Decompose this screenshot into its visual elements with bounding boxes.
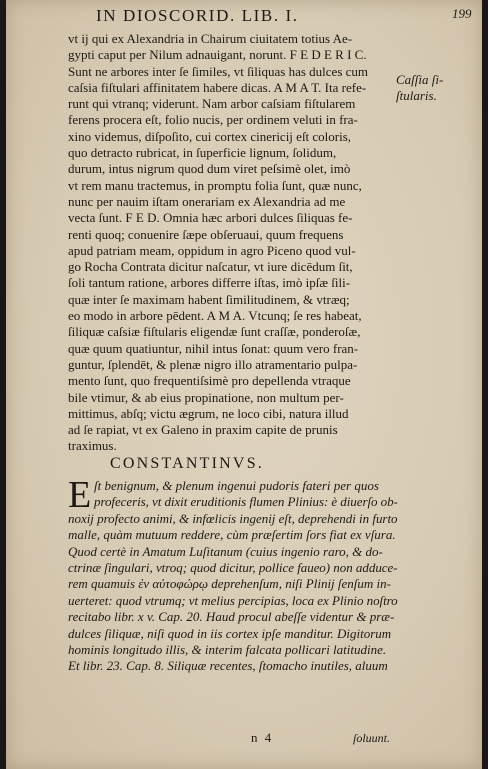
text-line: rem quamuis ἐν αὐτοφώρῳ deprehenſum, niſi Plinij ſenſum in- bbox=[68, 576, 391, 592]
text-line: ſiliquæ caſsiæ fiſtularis eligendæ ſunt craſſæ, ponderoſæ, bbox=[68, 324, 361, 340]
text-line: vt ij qui ex Alexandria in Chairum ciuitatem totius Ae- bbox=[68, 31, 353, 46]
text-line: caſsia fiſtulari affinitatem habere dicas. A M A T. Ita refe- bbox=[68, 79, 367, 95]
text-line: ſt benignum, & plenum ingenui pudoris fateri per quos bbox=[94, 478, 379, 493]
text-line: renti quoq; conuenire ſæpe obſeruaui, quum frequens bbox=[68, 226, 344, 242]
text-line: Et libr. 23. Cap. 8. Siliquæ recentes, ſtomacho inutiles, aluum bbox=[68, 658, 388, 674]
text-line: Sunt ne arbores inter ſe ſimiles, vt ſiliquas has dulces cum bbox=[68, 63, 369, 79]
folio-number: 199 bbox=[452, 6, 472, 21]
marginal-note bbox=[396, 72, 466, 104]
section-heading: CONSTANTINVS. bbox=[110, 455, 264, 472]
text-line: ad ſe rapiat, vt ex Galeno in praxim capite de prunis bbox=[68, 422, 338, 438]
dialogue-body-text bbox=[68, 31, 398, 455]
text-line: mento ſunt, quo frequentiſsimè pro depellenda vtraque bbox=[68, 373, 351, 389]
text-line: mittimus, abſq; victu ægrum, ne loco cibi, natura illud bbox=[68, 405, 349, 421]
running-title: IN DIOSCORID. LIB. I. bbox=[96, 6, 299, 25]
marginal-note-line: ſtularis. bbox=[396, 88, 437, 103]
text-line: ſoli tantum ratione, arbores differre iſtas, imò ipſæ ſili- bbox=[68, 275, 351, 291]
text-line: durum, intus nigrum quod dum viret peſsimè olet, imò bbox=[68, 161, 351, 177]
text-line: hominis longitudo illis, & interim falcata pollicari latitudine. bbox=[68, 642, 387, 658]
text-line: vt rem manu tractemus, in promptu folia ſunt, quæ nunc, bbox=[68, 177, 362, 193]
text-line: traximus. bbox=[68, 438, 117, 454]
text-line: profeceris, vt dixit eruditionis flumen Plinius: è diuerſo ob- bbox=[94, 494, 398, 510]
text-line: bile vtimur, & ab eius propinatione, non multum per- bbox=[68, 389, 344, 405]
marginal-note-line: Caſſia ſi- bbox=[396, 72, 444, 87]
text-line: gypti caput per Nilum adnauigant, norunt. F E D E R I C. bbox=[68, 47, 367, 63]
text-line: quæ quum quatiuntur, nihil intus ſonat: quum vero fran- bbox=[68, 340, 359, 356]
commentary-italic-text bbox=[68, 474, 398, 675]
catchword: ſoluunt. bbox=[353, 731, 391, 745]
text-line: malle, quàm mutuum reddere, cùm præſertim ſors fiat ex vſura. bbox=[68, 527, 396, 543]
text-line: nunc per nauim iſtam onerariam ex Alexandria ad me bbox=[68, 193, 346, 209]
drop-cap: E bbox=[68, 474, 92, 516]
text-line: ctrinæ ſingulari, vtroq; quod dicitur, pollice fauео) non adduce- bbox=[68, 560, 398, 576]
text-line: apud patriam meam, oppidum in agro Piceno quod vul- bbox=[68, 242, 356, 258]
text-line: recitabo libr. x v. Cap. 20. Haud procul abeſſe videntur & præ- bbox=[68, 609, 395, 625]
text-line: Quod certè in Amatum Luſitanum (cuius ingenio raro, & do- bbox=[68, 543, 383, 559]
text-line: uerteret: quod vtrumq; vt melius percipias, loca ex Plinio noſtro bbox=[68, 592, 398, 608]
text-line: vecta ſunt. F E D. Omnia hæc arbori dulces ſiliquas fe- bbox=[68, 210, 353, 226]
text-line: quo detracto rubricat, in ſuperficie lignum, ſolidum, bbox=[68, 145, 337, 161]
text-line: noxij profecto animi, & infœlicis ingenij eſt, deprehendi in furto bbox=[68, 510, 398, 526]
book-page bbox=[6, 0, 482, 769]
text-line: dulces ſiliquæ, niſi quod in iis cortex ipſe manditur. Digitorum bbox=[68, 625, 392, 641]
text-line: guntur, ſplendēt, & plenæ nigro illo atramentario pulpa- bbox=[68, 356, 358, 372]
text-line: ferens procera eſt, folio nucis, per ordinem veluti in fra- bbox=[68, 112, 358, 128]
text-line: xino videmus, diſpoſito, cui cortex cinericij eſt coloris, bbox=[68, 128, 352, 144]
text-line: quæ inter ſe maximam habent ſimilitudinem, & vtræq; bbox=[68, 291, 350, 307]
text-line: runt qui vtranq; viderunt. Nam arbor caſsiam fiſtularem bbox=[68, 96, 356, 112]
text-line: eo modo in arbore pēdent. A M A. Vtcunq; ſe res habeat, bbox=[68, 308, 362, 324]
text-line: go Rocha Contrata dicitur naſcatur, vt iure dicēdum ſit, bbox=[68, 259, 353, 275]
signature-mark: n 4 bbox=[251, 730, 274, 745]
